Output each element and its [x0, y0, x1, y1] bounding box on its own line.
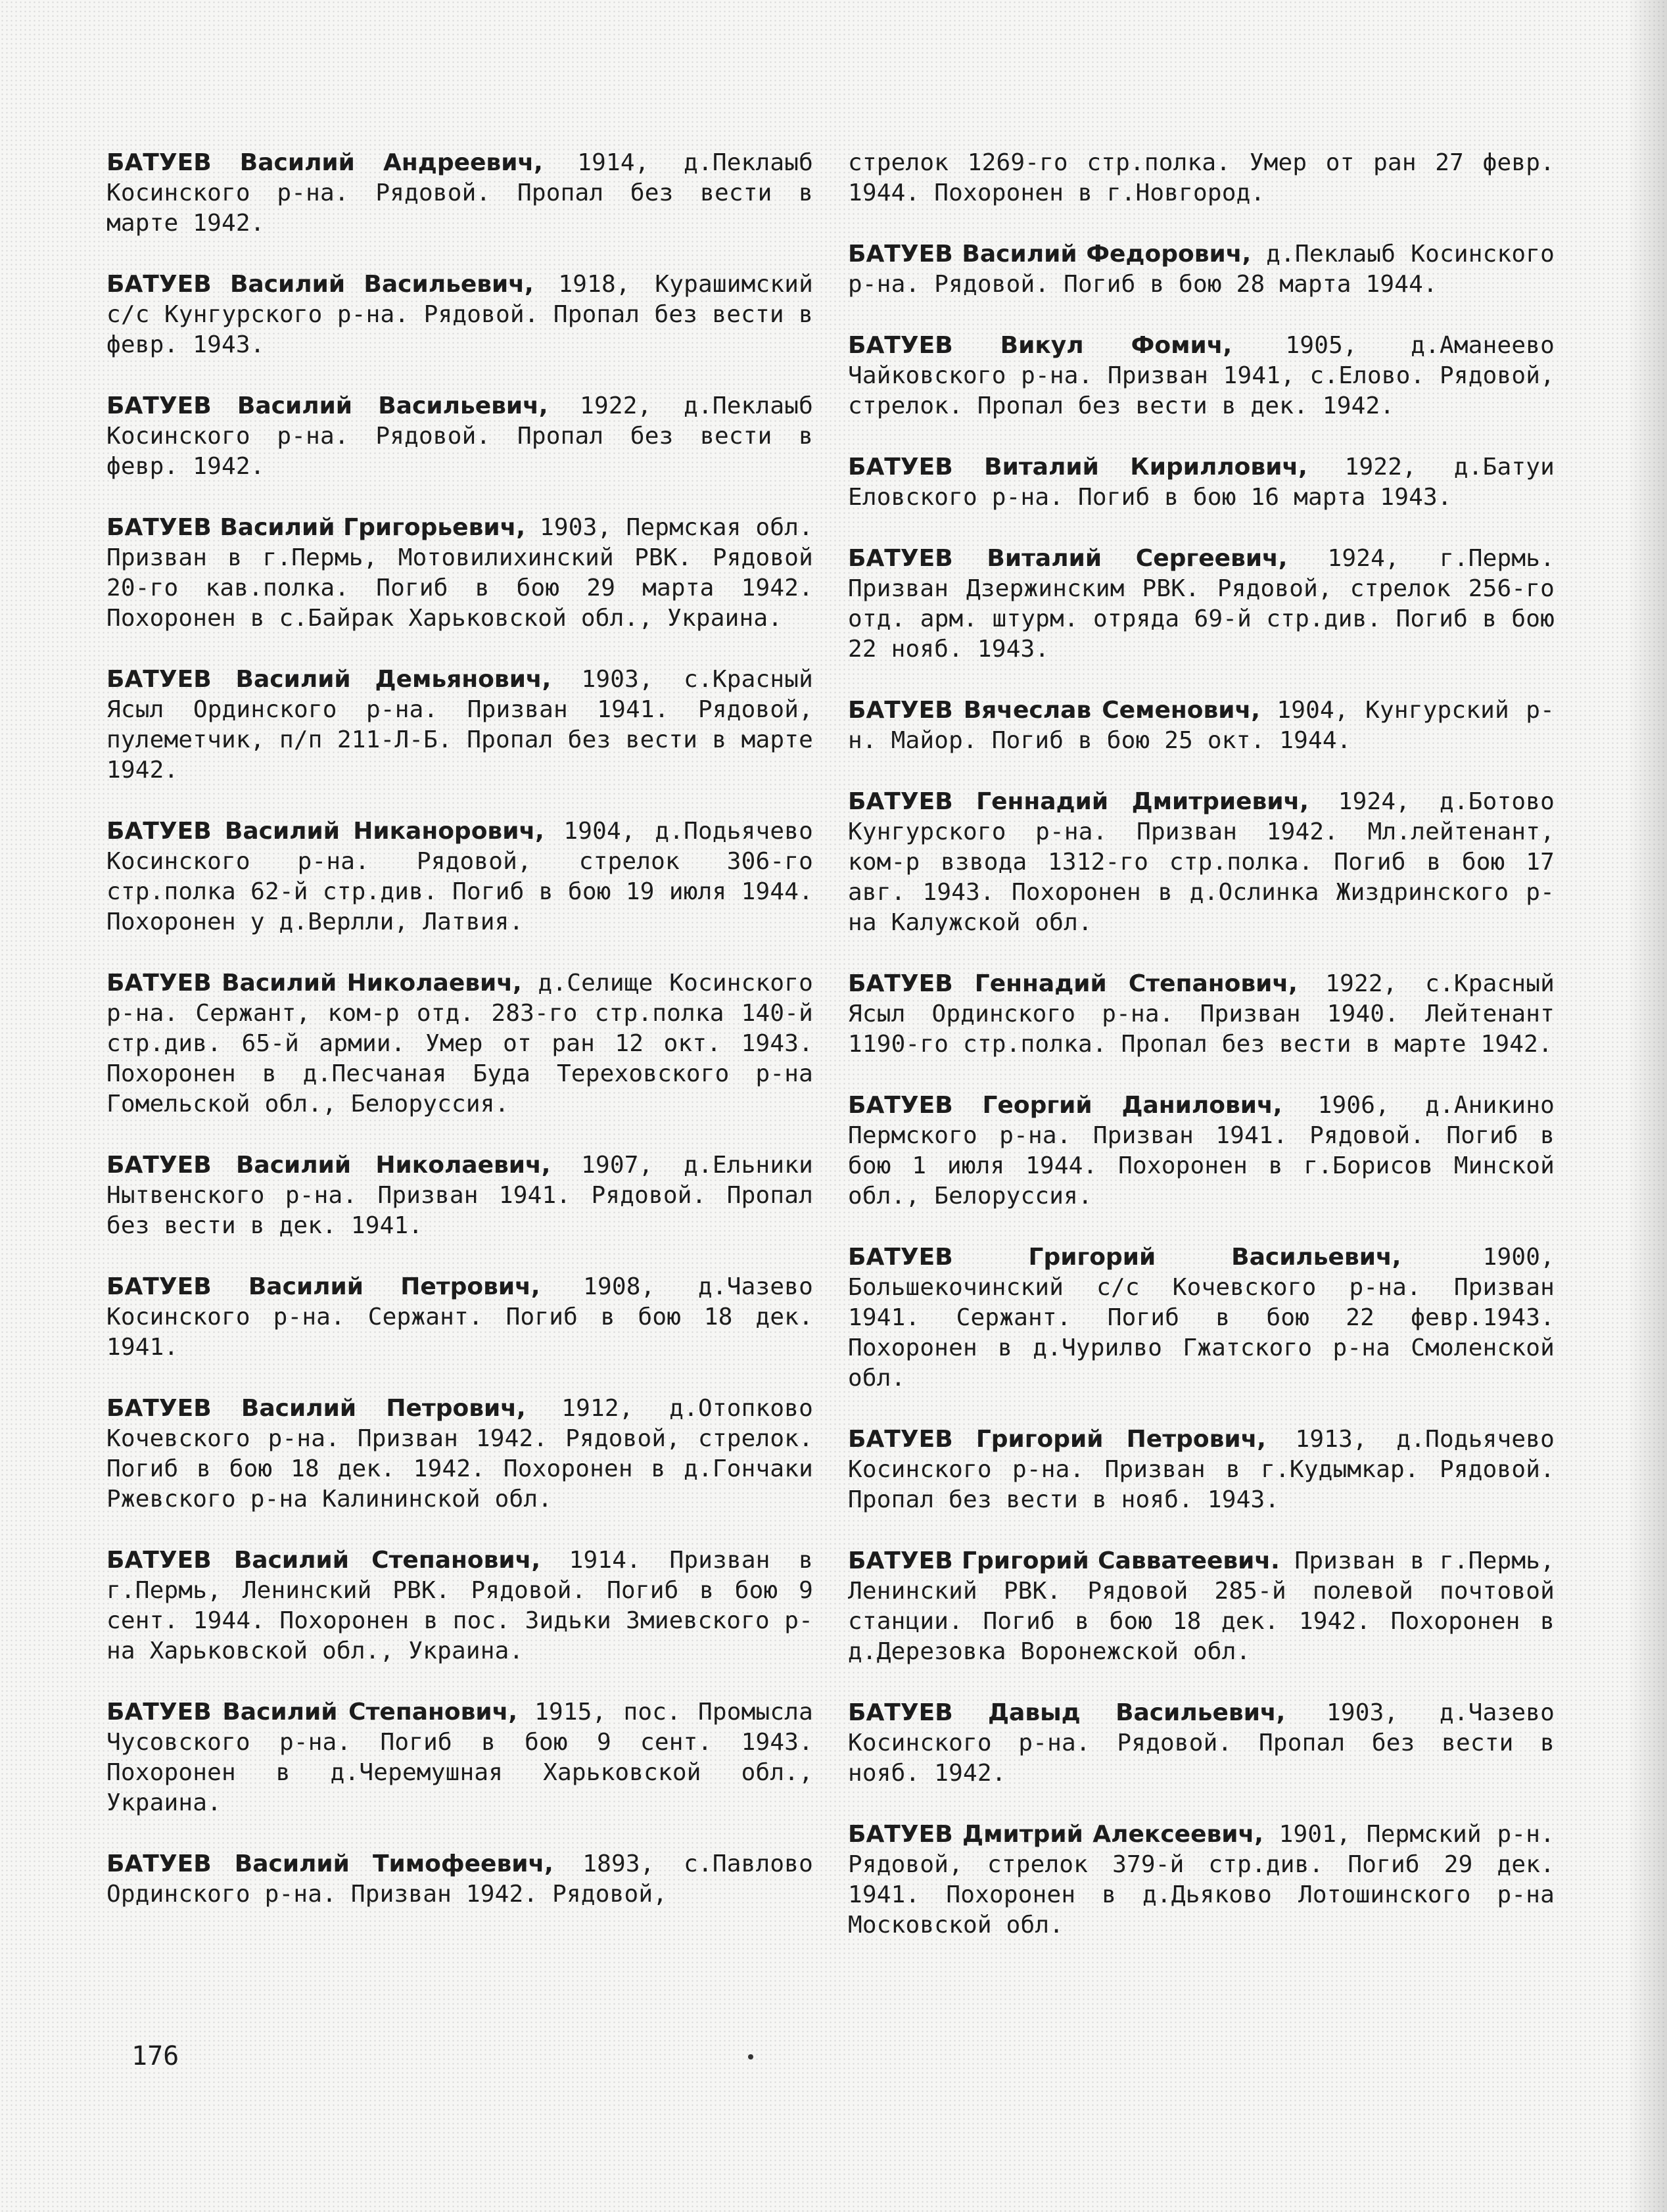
- biography-entry: [848, 1820, 1555, 1941]
- entry-text: 1903, Пермская обл. Призван в г.Пермь, Мотовилихинский РВК. Рядовой 20-го кав.полка. Погиб в бою 29 марта 1942. Похоронен в с.Байрак Харьковской обл., Украина.: [106, 514, 813, 632]
- entry-name: БАТУЕВ Василий Никанорович,: [106, 818, 544, 845]
- biography-entry: [106, 1849, 813, 1910]
- entry-text: 1922, д.Батуи Еловского р-на. Погиб в бою 16 марта 1943.: [848, 454, 1555, 511]
- biography-entry: [106, 665, 813, 786]
- biography-entry: [848, 1091, 1555, 1212]
- entry-name: БАТУЕВ Вячеслав Семенович,: [848, 697, 1260, 724]
- biography-entry: [106, 391, 813, 482]
- entry-text: 1913, д.Подьячево Косинского р-на. Призван в г.Кудымкар. Рядовой. Пропал без вести в нояб. 1943.: [848, 1426, 1555, 1513]
- entry-name: БАТУЕВ Викул Фомич,: [848, 332, 1233, 359]
- biography-entry: [106, 1545, 813, 1666]
- biography-entry: [848, 544, 1555, 665]
- entry-name: БАТУЕВ Василий Петрович,: [106, 1273, 540, 1300]
- biography-entry: [106, 1272, 813, 1363]
- ink-dot: [748, 2054, 753, 2059]
- page-number: 176: [131, 2041, 179, 2071]
- biography-entry: [106, 270, 813, 360]
- right-column: [848, 148, 1555, 1971]
- page-edge-shadow: [1628, 0, 1667, 2212]
- entry-text: 1912, д.Отопково Кочевского р-на. Призван 1942. Рядовой, стрелок. Погиб в бою 18 дек. 1942. Похоронен в д.Гончаки Ржевского р-на Калининской обл.: [106, 1395, 813, 1513]
- entry-text: д.Селище Косинского р-на. Сержант, ком-р отд. 283-го стр.полка 140-й стр.див. 65-й армии. Умер от ран 12 окт. 1943. Похоронен в д.Песчаная Буда Тереховского р-на Гомельской обл., Белоруссия.: [106, 970, 813, 1118]
- entry-name: БАТУЕВ Василий Тимофеевич,: [106, 1850, 553, 1877]
- biography-entry: [848, 969, 1555, 1060]
- entry-name: БАТУЕВ Василий Николаевич,: [106, 1152, 551, 1179]
- entry-text: 1918, Курашимский с/с Кунгурского р-на. Рядовой. Пропал без вести в февр. 1943.: [106, 271, 813, 358]
- entry-name: БАТУЕВ Григорий Савватеевич.: [848, 1547, 1280, 1574]
- entry-name: БАТУЕВ Виталий Сергеевич,: [848, 545, 1288, 572]
- entry-name: БАТУЕВ Василий Федорович,: [848, 241, 1252, 268]
- entry-text: д.Пеклаыб Косинского р-на. Рядовой. Погиб в бою 28 марта 1944.: [848, 241, 1555, 298]
- biography-entry: [106, 1150, 813, 1241]
- biography-entry: [106, 968, 813, 1119]
- entry-text: 1922, с.Красный Ясыл Ординского р-на. Призван 1940. Лейтенант 1190-го стр.полка. Пропал без вести в марте 1942.: [848, 970, 1555, 1058]
- biography-entry: [848, 1698, 1555, 1789]
- entry-text: 1893, с.Павлово Ординского р-на. Призван 1942. Рядовой,: [106, 1850, 813, 1908]
- entry-text: 1908, д.Чазево Косинского р-на. Сержант. Погиб в бою 18 дек. 1941.: [106, 1273, 813, 1361]
- entry-name: БАТУЕВ Григорий Петрович,: [848, 1426, 1266, 1453]
- entry-name: БАТУЕВ Василий Степанович,: [106, 1547, 541, 1574]
- entry-name: БАТУЕВ Василий Григорьевич,: [106, 514, 525, 541]
- biography-entry: [106, 1697, 813, 1818]
- entry-name: БАТУЕВ Геннадий Степанович,: [848, 970, 1298, 997]
- entry-name: БАТУЕВ Василий Николаевич,: [106, 970, 522, 997]
- entry-text: Призван в г.Пермь, Ленинский РВК. Рядовой 285-й полевой почтовой станции. Погиб в бою 18 дек. 1942. Похоронен в д.Дерезовка Воронежской обл.: [848, 1547, 1555, 1665]
- entry-text: 1901, Пермский р-н. Рядовой, стрелок 379-й стр.див. Погиб 29 дек. 1941. Похоронен в д.Дьяково Лотошинского р-на Московской обл.: [848, 1821, 1555, 1939]
- entry-text: 1907, д.Ельники Нытвенского р-на. Призван 1941. Рядовой. Пропал без вести в дек. 1941.: [106, 1152, 813, 1239]
- biography-entry: [106, 513, 813, 634]
- entry-name: БАТУЕВ Василий Демьянович,: [106, 666, 552, 693]
- entry-name: БАТУЕВ Георгий Данилович,: [848, 1092, 1282, 1119]
- entry-text: 1915, пос. Промысла Чусовского р-на. Погиб в бою 9 сент. 1943. Похоронен в д.Черемушная Харьковской обл., Украина.: [106, 1699, 813, 1816]
- entry-text: 1904, Кунгурский р-н. Майор. Погиб в бою 25 окт. 1944.: [848, 697, 1555, 754]
- entry-name: БАТУЕВ Василий Васильевич,: [106, 392, 548, 419]
- entry-name: БАТУЕВ Василий Андреевич,: [106, 149, 543, 176]
- entry-name: БАТУЕВ Давыд Васильевич,: [848, 1699, 1286, 1726]
- entry-text: 1924, д.Ботово Кунгурского р-на. Призван 1942. Мл.лейтенант, ком-р взвода 1312-го стр.полка. Погиб в бою 17 авг. 1943. Похоронен в д.Ослинка Жиздринского р-на Калужской обл.: [848, 788, 1555, 936]
- biography-entry: [848, 239, 1555, 300]
- entry-text: 1905, д.Аманеево Чайковского р-на. Призван 1941, с.Елово. Рядовой, стрелок. Пропал без вести в дек. 1942.: [848, 332, 1555, 419]
- entry-text: 1914, д.Пеклаыб Косинского р-на. Рядовой. Пропал без вести в марте 1942.: [106, 149, 813, 237]
- left-column: [106, 148, 813, 1941]
- entry-name: БАТУЕВ Василий Васильевич,: [106, 271, 534, 298]
- biography-entry: [848, 1546, 1555, 1667]
- biography-entry: [106, 148, 813, 239]
- entry-text: 1903, д.Чазево Косинского р-на. Рядовой. Пропал без вести в нояб. 1942.: [848, 1699, 1555, 1787]
- biography-entry: [848, 331, 1555, 421]
- entry-text: 1914. Призван в г.Пермь, Ленинский РВК. Рядовой. Погиб в бою 9 сент. 1944. Похоронен в пос. Зидьки Змиевского р-на Харьковской обл., Украина.: [106, 1547, 813, 1664]
- biography-entry: [106, 1394, 813, 1515]
- entry-name: БАТУЕВ Василий Петрович,: [106, 1395, 526, 1422]
- entry-text: 1900, Большекочинский с/с Кочевского р-на. Призван 1941. Сержант. Погиб в бою 22 февр.1943. Похоронен в д.Чурилво Гжатского р-на Смоленской обл.: [848, 1244, 1555, 1392]
- entry-name: БАТУЕВ Григорий Васильевич,: [848, 1244, 1401, 1271]
- biography-entry: [848, 148, 1555, 208]
- entry-name: БАТУЕВ Василий Степанович,: [106, 1699, 518, 1726]
- entry-text: 1904, д.Подьячево Косинского р-на. Рядовой, стрелок 306-го стр.полка 62-й стр.див. Погиб в бою 19 июля 1944. Похоронен у д.Верлли, Латвия.: [106, 818, 813, 935]
- biography-entry: [106, 816, 813, 937]
- entry-text: 1922, д.Пеклаыб Косинского р-на. Рядовой. Пропал без вести в февр. 1942.: [106, 392, 813, 480]
- entry-text: стрелок 1269-го стр.полка. Умер от ран 27 февр. 1944. Похоронен в г.Новгород.: [848, 149, 1555, 206]
- entry-name: БАТУЕВ Геннадий Дмитриевич,: [848, 788, 1309, 815]
- biography-entry: [848, 452, 1555, 513]
- entry-text: 1906, д.Аникино Пермского р-на. Призван 1941. Рядовой. Погиб в бою 1 июля 1944. Похоронен в г.Борисов Минской обл., Белоруссия.: [848, 1092, 1555, 1210]
- entry-name: БАТУЕВ Дмитрий Алексеевич,: [848, 1821, 1263, 1848]
- biography-entry: [848, 1424, 1555, 1515]
- biography-entry: [848, 787, 1555, 938]
- biography-entry: [848, 1242, 1555, 1394]
- entry-name: БАТУЕВ Виталий Кириллович,: [848, 454, 1307, 481]
- biography-entry: [848, 695, 1555, 756]
- entry-text: 1903, с.Красный Ясыл Ординского р-на. Призван 1941. Рядовой, пулеметчик, п/п 211-Л-Б. Пропал без вести в марте 1942.: [106, 666, 813, 784]
- entry-text: 1924, г.Пермь. Призван Дзержинским РВК. Рядовой, стрелок 256-го отд. арм. штурм. отряда 69-й стр.див. Погиб в бою 22 нояб. 1943.: [848, 545, 1555, 663]
